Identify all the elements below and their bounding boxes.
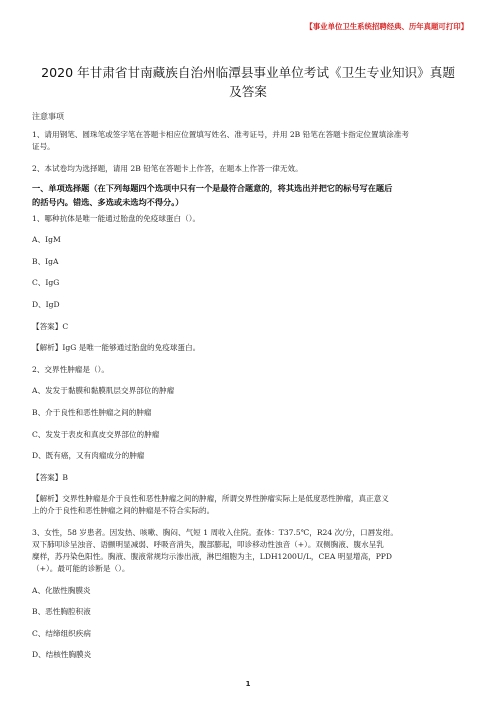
header-banner: 【事业单位卫生系统招聘经典、历年真题可打印】: [305, 22, 468, 31]
question-stem: （+）。最可能的诊断是（）。: [32, 563, 130, 573]
option-d: D、既有癌，又有肉瘤成分的肿瘤: [32, 451, 145, 461]
title-line-2: 及答案: [229, 84, 267, 99]
option-c: C、发发于表皮和真皮交界部位的肿瘤: [32, 429, 160, 439]
option-a: A、发发于黏膜和黏膜肌层交界部位的肿瘤: [32, 386, 175, 396]
option-b: B、恶性胸腔积液: [32, 607, 91, 617]
option-b: B、IgA: [32, 256, 59, 266]
option-c: C、结缔组织疾病: [32, 628, 91, 638]
answer-label: 【答案】B: [32, 472, 68, 482]
notice-line: 证号。: [32, 142, 55, 151]
section-heading-line-1: 一、单项选择题（在下列每题四个选项中只有一个是最符合题意的，将其选出并把它的标号写在题后: [32, 182, 393, 193]
option-b: B、介于良性和恶性肿瘤之间的肿瘤: [32, 407, 152, 417]
document-body: [32, 108, 468, 661]
document-title: [30, 63, 466, 101]
option-d: D、IgD: [32, 299, 60, 309]
question-stem: 1、哪种抗体是唯一能通过胎盘的免疫球蛋白（）。: [32, 213, 201, 223]
section-heading: [32, 181, 468, 209]
question-stem: 双下肺叩诊呈浊音、语颤明显减弱、呼吸音消失，腹部膨起，叩诊移动性浊音（+）。双侧胸液、腹水呈乳: [32, 539, 384, 549]
analysis-text: 上的介于良性和恶性肿瘤之间的肿瘤是不符合实际的。: [32, 506, 215, 516]
title-line-1: 2020 年甘肃省甘南藏族自治州临潭县事业单位考试《卫生专业知识》真题: [41, 65, 455, 80]
answer-label: 【答案】C: [32, 321, 69, 331]
analysis-text: 【解析】交界性肿瘤是介于良性和恶性肿瘤之间的肿瘤，所谓交界性肿瘤实际上是低度恶性肿瘤，真正意义: [32, 494, 389, 504]
option-a: A、化脓性胸膜炎: [32, 585, 91, 595]
analysis-text: 【解析】IgG 是唯一能够通过胎盘的免疫球蛋白。: [32, 343, 201, 353]
question-1: [32, 213, 468, 355]
notice-line: 1、请用钢笔、圆珠笔或签字笔在答题卡相应位置填写姓名、准考证号，并用 2B 铅笔在答题卡指定位置填涂准考: [32, 130, 409, 139]
option-a: A、IgM: [32, 235, 61, 245]
notice-line: 2、本试卷均为选择题，请用 2B 铅笔在答题卡上作答，在题本上作答一律无效。: [32, 163, 303, 173]
question-3: [32, 527, 468, 661]
page-number: 1: [245, 680, 251, 688]
question-stem: 糜样，苏丹染色阳性。胸液、腹液常规均示渗出液，淋巴细胞为主，LDH1200U/L，CEA 明显增高，PPD: [32, 551, 393, 561]
option-d: D、结核性胸膜炎: [32, 650, 92, 660]
question-stem: 2、交界性肿瘤是（）。: [32, 364, 109, 374]
notice-list: [32, 129, 468, 175]
option-c: C、IgG: [32, 278, 60, 288]
question-stem: 3、女性，58 岁患者。因发热、咳嗽、胸闷、气短 1 周收入住院。查体：T37.5℃，R24 次/分，口唇发绀。: [32, 527, 398, 537]
question-2: [32, 364, 468, 518]
notice-heading: 注意事项: [32, 112, 64, 121]
section-heading-line-2: 的括号内。错选、多选或未选均不得分。）: [32, 196, 184, 207]
